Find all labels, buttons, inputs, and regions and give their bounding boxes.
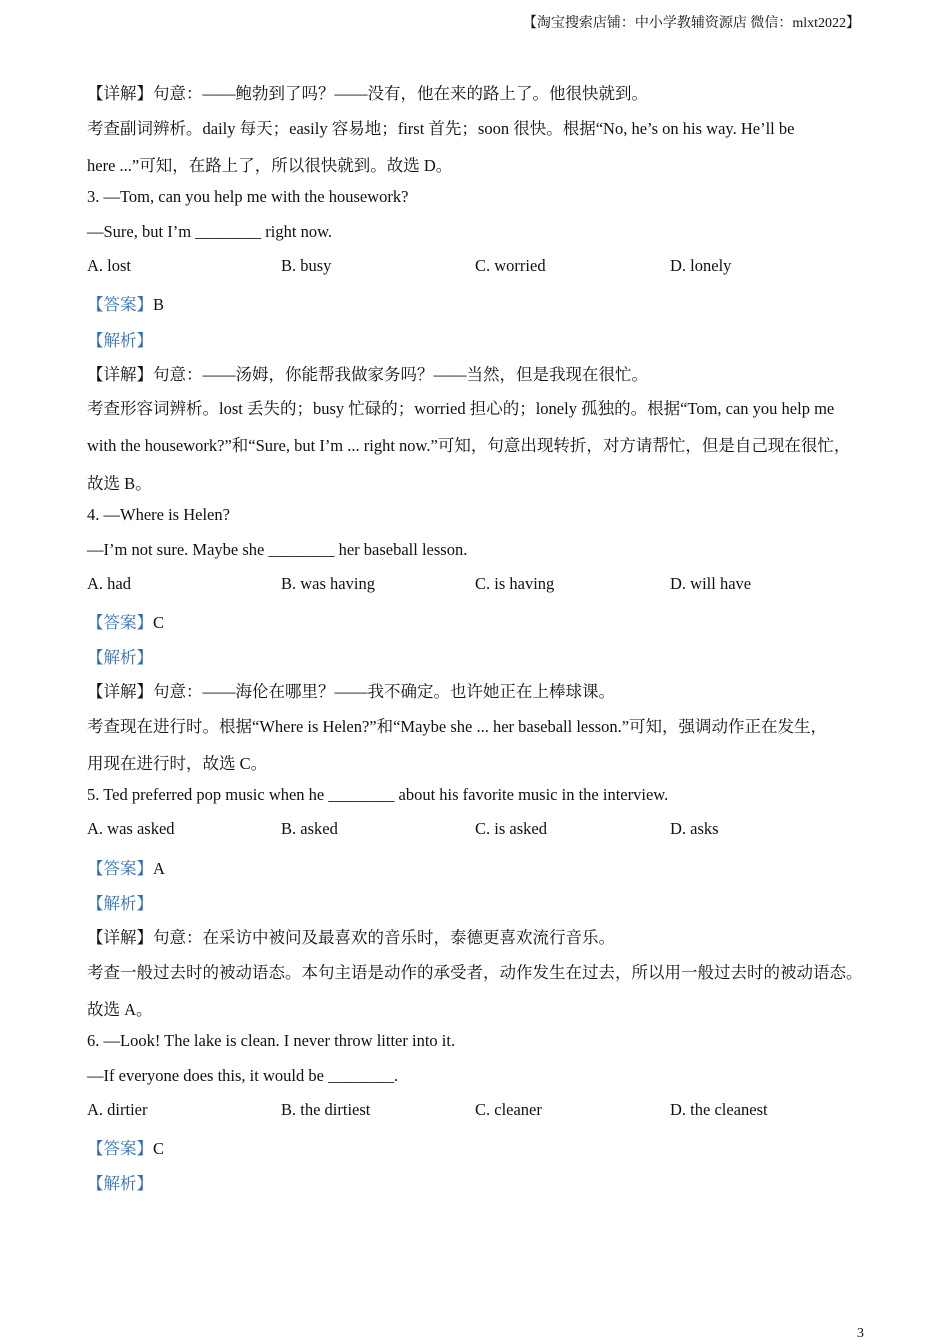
answer-value: C — [153, 1139, 165, 1158]
answer-value: C — [153, 613, 165, 632]
q3-option-a: A. lost — [87, 256, 132, 275]
q4-option-a: A. had — [87, 574, 131, 593]
answer-value: B — [153, 295, 165, 314]
detail-text: 句意：——鲍勃到了吗？——没有，他在来的路上了。他很快就到。 — [153, 84, 648, 103]
q6-jiexi-label: 【解析】 — [87, 1174, 153, 1193]
q3-analysis-2: with the housework?”和“Sure, but I’m ... right now.”可知，句意出现转折，对方请帮忙，但是自己现在很忙， — [87, 436, 851, 455]
detail-text: 句意：在采访中被问及最喜欢的音乐时，泰德更喜欢流行音乐。 — [153, 928, 615, 947]
q2-analysis-1: 考查副词辨析。daily 每天；easily 容易地；first 首先；soon 很快。根据“No, he’s on his way. He’ll be — [87, 119, 795, 138]
page-header: 【淘宝搜索店铺：中小学教辅资源店 微信：mlxt2022】 — [522, 16, 860, 31]
q4-analysis-2: 用现在进行时，故选 C。 — [87, 754, 268, 773]
q5-option-c: C. is asked — [475, 819, 547, 838]
answer-value: A — [153, 859, 165, 878]
answer-label: 【答案】 — [87, 295, 153, 314]
q5-jiexi-label: 【解析】 — [87, 894, 153, 913]
q5-stem-1: 5. Ted preferred pop music when he ________ about his favorite music in the interview. — [87, 785, 669, 804]
q3-answer — [87, 291, 164, 315]
answer-label: 【答案】 — [87, 1139, 153, 1158]
q5-option-b: B. asked — [281, 819, 338, 838]
q3-analysis-3: 故选 B。 — [87, 474, 152, 493]
answer-label: 【答案】 — [87, 859, 153, 878]
q2-detail — [87, 80, 648, 104]
q3-jiexi-label: 【解析】 — [87, 331, 153, 350]
q5-answer — [87, 855, 165, 879]
q6-option-b: B. the dirtiest — [281, 1100, 371, 1119]
q4-option-c: C. is having — [475, 574, 555, 593]
q6-option-a: A. dirtier — [87, 1100, 148, 1119]
detail-label: 【详解】 — [87, 928, 153, 947]
answer-label: 【答案】 — [87, 613, 153, 632]
q3-option-b: B. busy — [281, 256, 332, 275]
detail-label: 【详解】 — [87, 365, 153, 384]
q6-stem-2: —If everyone does this, it would be ________. — [87, 1066, 399, 1085]
q2-analysis-2: here ...”可知，在路上了，所以很快就到。故选 D。 — [87, 156, 453, 175]
q5-option-d: D. asks — [670, 819, 719, 838]
q6-option-c: C. cleaner — [475, 1100, 542, 1119]
detail-label: 【详解】 — [87, 682, 153, 701]
q3-stem-1: 3. —Tom, can you help me with the housework? — [87, 187, 409, 206]
q4-detail — [87, 678, 615, 702]
q4-stem-1: 4. —Where is Helen? — [87, 505, 230, 524]
q3-option-d: D. lonely — [670, 256, 732, 275]
detail-text: 句意：——海伦在哪里？——我不确定。也许她正在上棒球课。 — [153, 682, 615, 701]
detail-label: 【详解】 — [87, 84, 153, 103]
q3-option-c: C. worried — [475, 256, 546, 275]
q4-stem-2: —I’m not sure. Maybe she ________ her baseball lesson. — [87, 540, 468, 559]
q3-analysis-1: 考查形容词辨析。lost 丢失的；busy 忙碌的；worried 担心的；lonely 孤独的。根据“Tom, can you help me — [87, 399, 835, 418]
q4-answer — [87, 609, 164, 633]
q6-answer — [87, 1135, 164, 1159]
page-number: 3 — [857, 1326, 864, 1341]
q4-jiexi-label: 【解析】 — [87, 648, 153, 667]
q3-detail — [87, 361, 648, 385]
q4-analysis-1: 考查现在进行时。根据“Where is Helen?”和“Maybe she ... her baseball lesson.”可知，强调动作正在发生， — [87, 717, 828, 736]
q6-option-d: D. the cleanest — [670, 1100, 768, 1119]
q5-option-a: A. was asked — [87, 819, 175, 838]
q4-option-b: B. was having — [281, 574, 375, 593]
q5-analysis-2: 故选 A。 — [87, 1000, 153, 1019]
q4-option-d: D. will have — [670, 574, 752, 593]
q3-stem-2: —Sure, but I’m ________ right now. — [87, 222, 333, 241]
detail-text: 句意：——汤姆，你能帮我做家务吗？——当然，但是我现在很忙。 — [153, 365, 648, 384]
q6-stem-1: 6. —Look! The lake is clean. I never throw litter into it. — [87, 1031, 456, 1050]
q5-analysis-1: 考查一般过去时的被动语态。本句主语是动作的承受者，动作发生在过去，所以用一般过去时的被动语态。 — [87, 963, 863, 982]
q5-detail — [87, 924, 615, 948]
